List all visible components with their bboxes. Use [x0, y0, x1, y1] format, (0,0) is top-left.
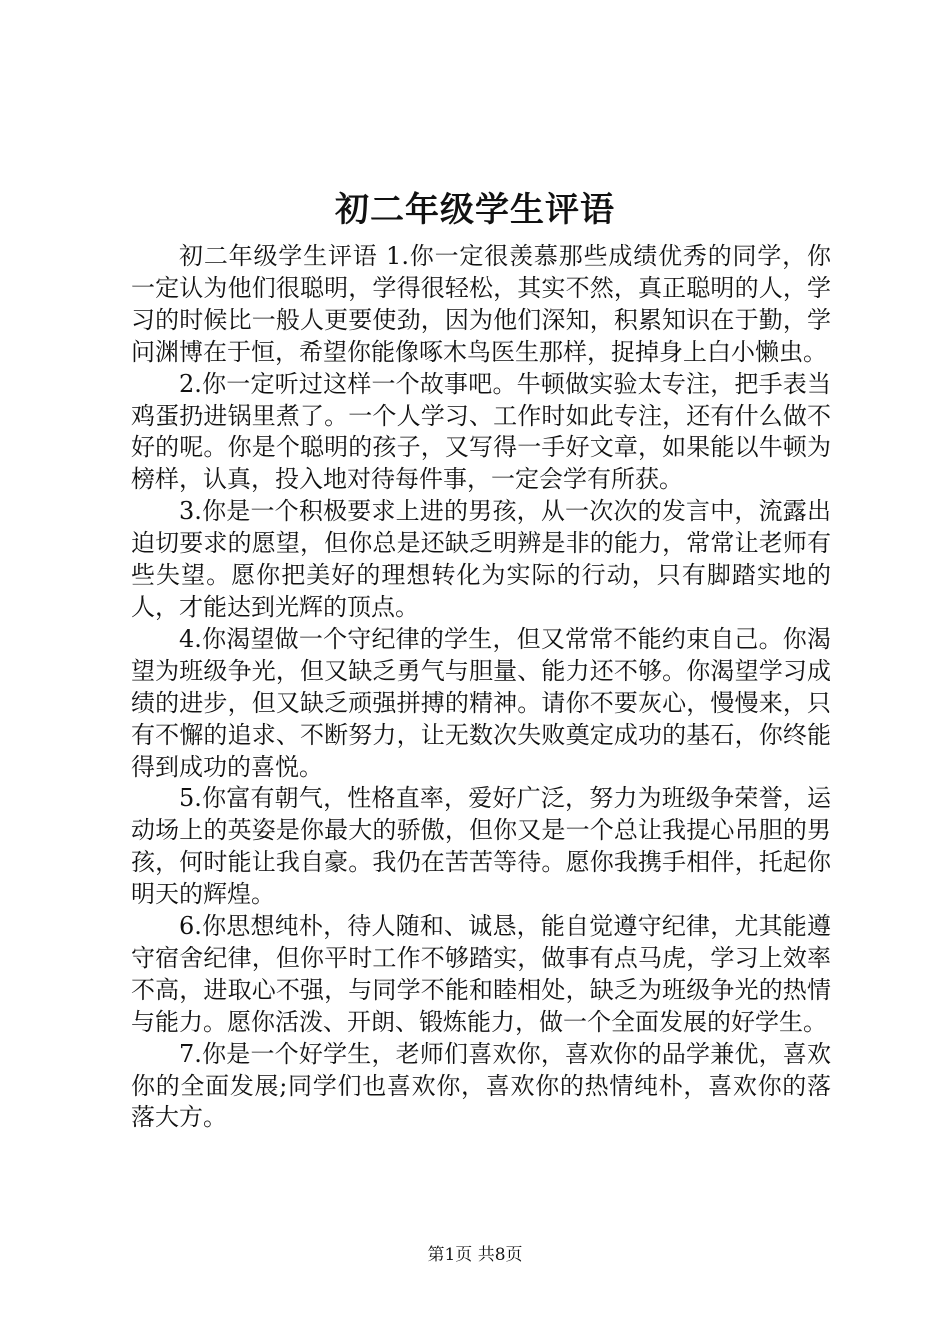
document-body [131, 241, 831, 1134]
paragraph-2: 2.你一定听过这样一个故事吧。牛顿做实验太专注，把手表当鸡蛋扔进锅里煮了。一个人学习、工作时如此专注，还有什么做不好的呢。你是个聪明的孩子，又写得一手好文章，如果能以牛顿为榜样，认真，投入地对待每件事，一定会学有所获。 [131, 369, 831, 494]
paragraph-7: 7.你是一个好学生，老师们喜欢你，喜欢你的品学兼优，喜欢你的全面发展;同学们也喜欢你，喜欢你的热情纯朴，喜欢你的落落大方。 [131, 1039, 831, 1132]
paragraph-1: 初二年级学生评语 1.你一定很羡慕那些成绩优秀的同学，你一定认为他们很聪明，学得很轻松，其实不然，真正聪明的人，学习的时候比一般人更要使劲，因为他们深知，积累知识在于勤，学问渊博在于恒，希望你能像啄木鸟医生那样，捉掉身上白小懒虫。 [131, 242, 831, 366]
page-title: 初二年级学生评语 [335, 190, 615, 230]
paragraph-3: 3.你是一个积极要求上进的男孩，从一次次的发言中，流露出迫切要求的愿望，但你总是还缺乏明辨是非的能力，常常让老师有些失望。愿你把美好的理想转化为实际的行动，只有脚踏实地的人，才能达到光辉的顶点。 [131, 497, 831, 621]
paragraph-4: 4.你渴望做一个守纪律的学生，但又常常不能约束自己。你渴望为班级争光，但又缺乏勇气与胆量、能力还不够。你渴望学习成绩的进步，但又缺乏顽强拼搏的精神。请你不要灰心，慢慢来，只有不懈的追求、不断努力，让无数次失败奠定成功的基石，你终能得到成功的喜悦。 [131, 624, 831, 781]
paragraph-6: 6.你思想纯朴，待人随和、诚恳，能自觉遵守纪律，尤其能遵守宿舍纪律，但你平时工作不够踏实，做事有点马虎，学习上效率不高，进取心不强，与同学不能和睦相处，缺乏为班级争光的热情与能力。愿你活泼、开朗、锻炼能力，做一个全面发展的好学生。 [131, 912, 831, 1036]
paragraph-5: 5.你富有朝气，性格直率，爱好广泛，努力为班级争荣誉，运动场上的英姿是你最大的骄傲，但你又是一个总让我提心吊胆的男孩，何时能让我自豪。我仍在苦苦等待。愿你我携手相伴，托起你明天的辉煌。 [131, 784, 831, 909]
page-footer: 第1页 共8页 [427, 1245, 523, 1265]
